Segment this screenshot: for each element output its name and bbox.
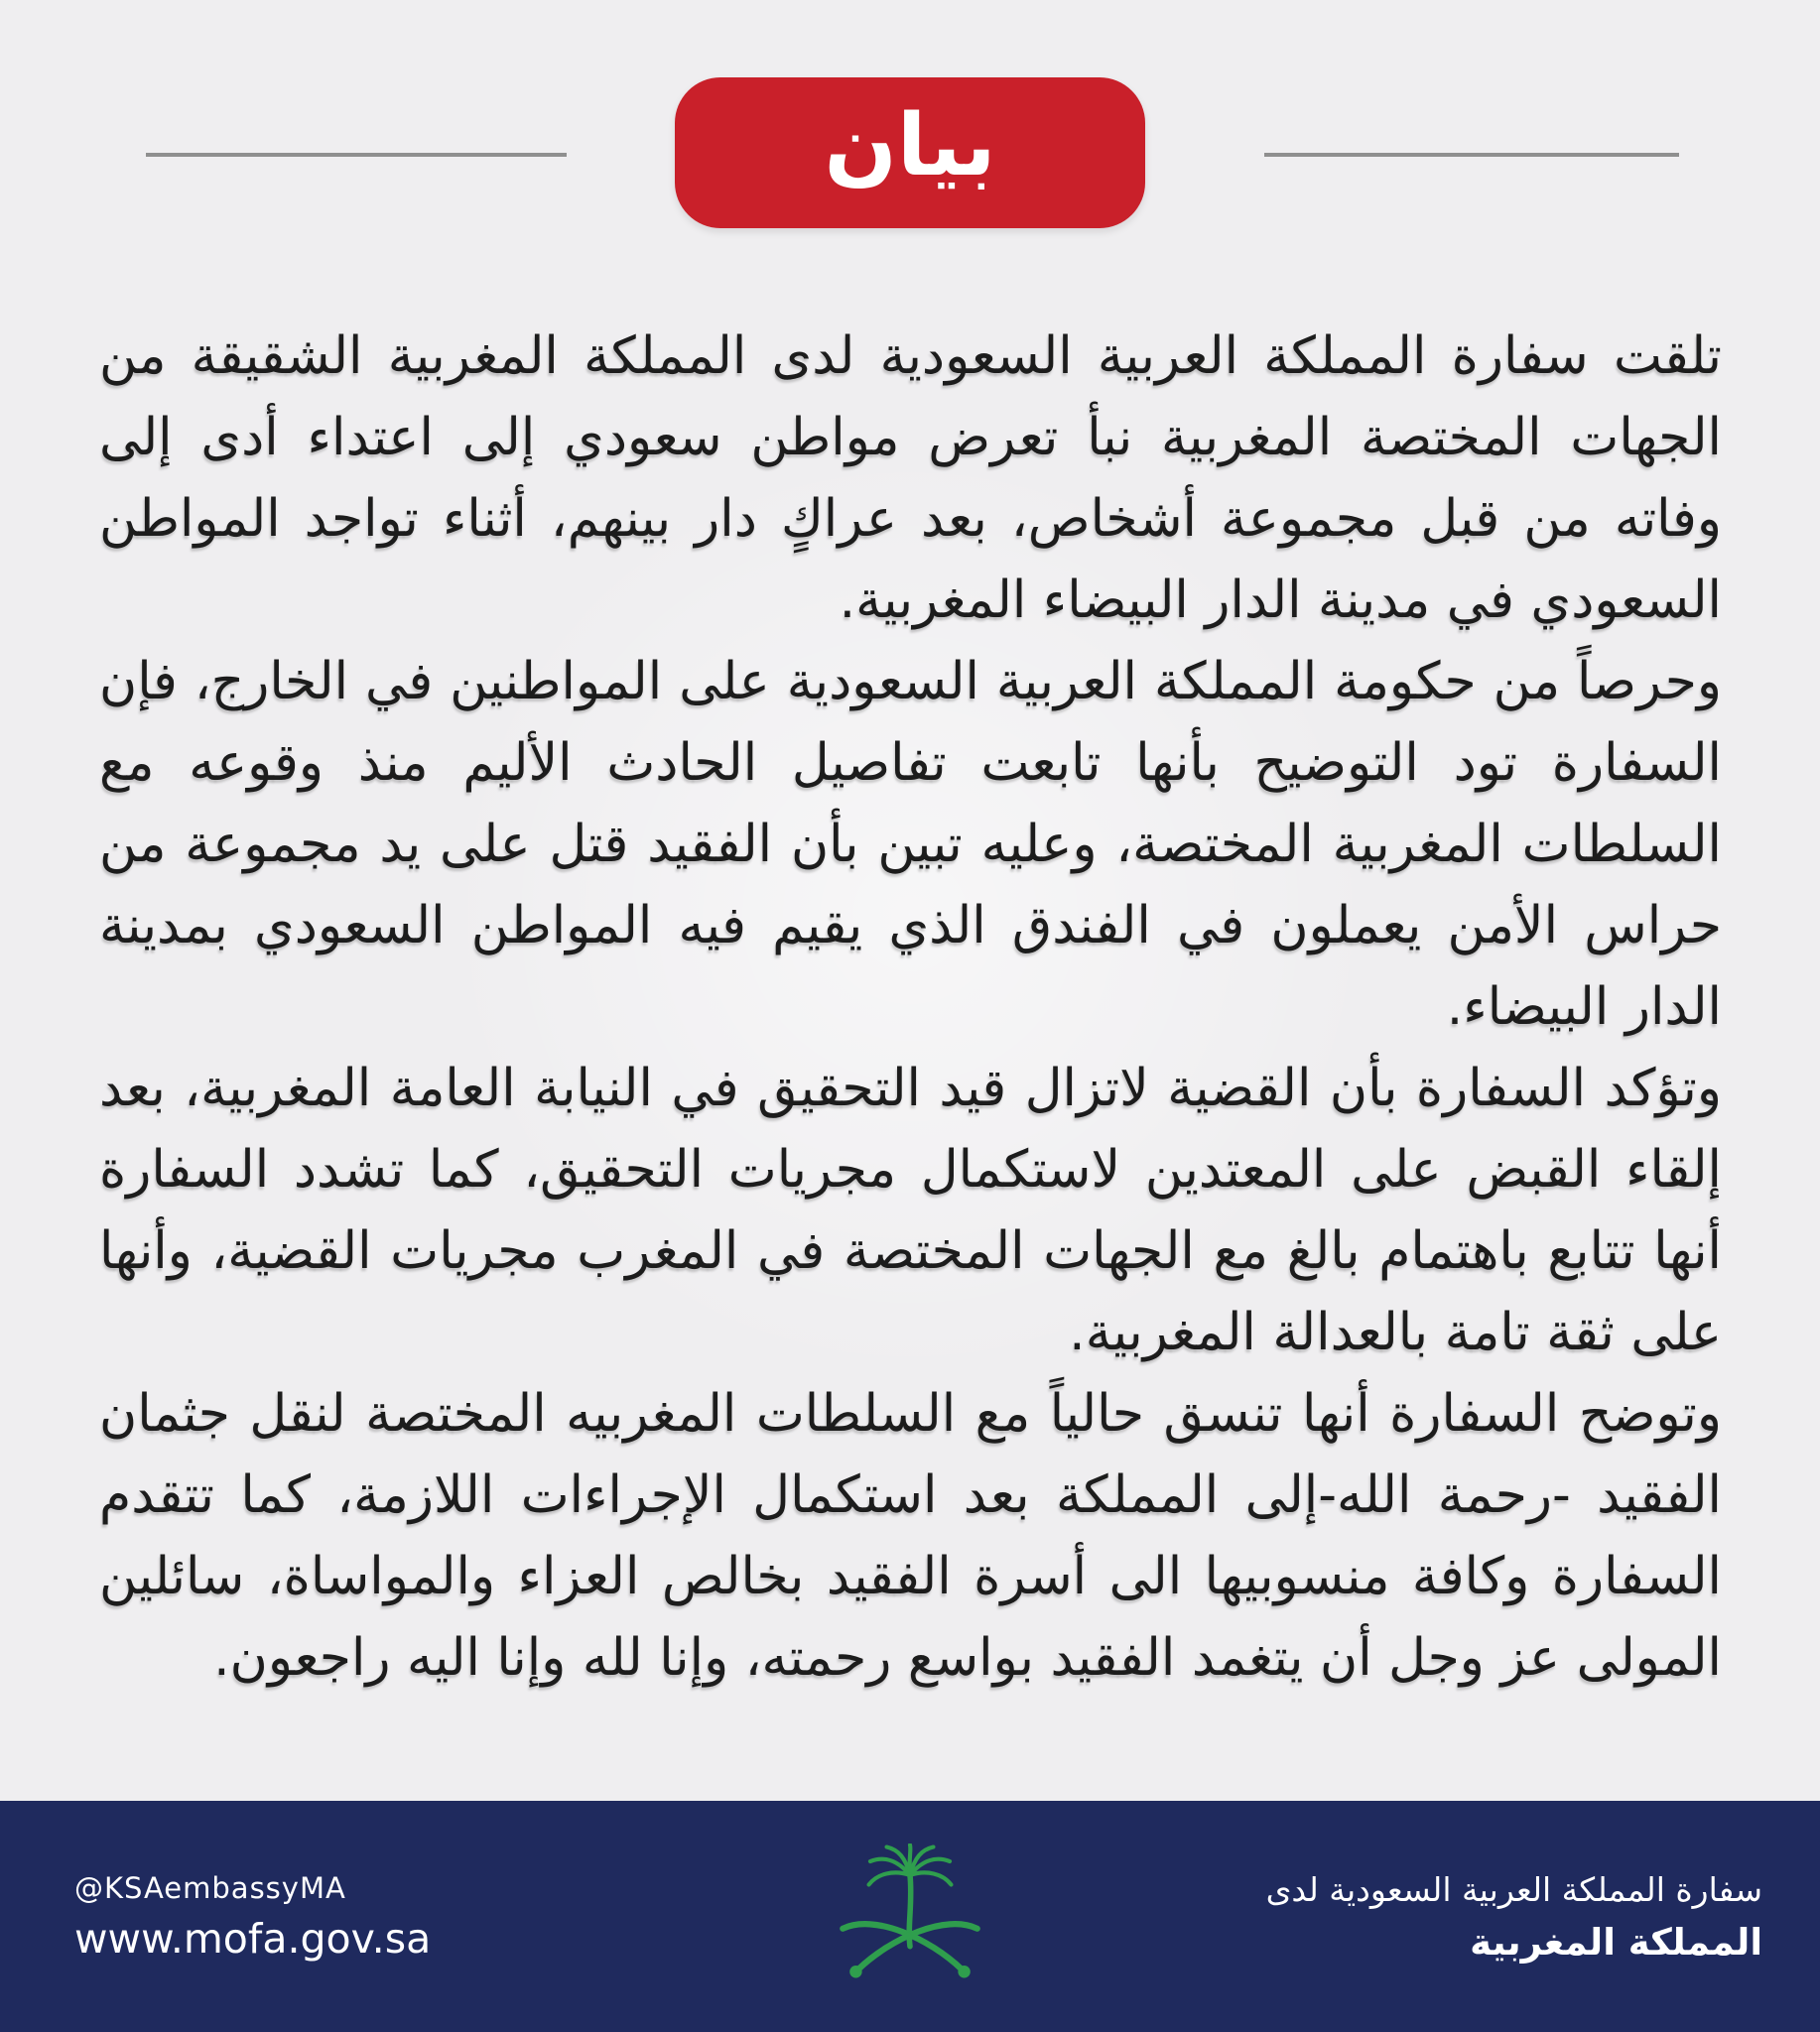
social-handle: @KSAembassyMA (74, 1870, 346, 1905)
header (0, 0, 1820, 258)
footer-contact-block (74, 1871, 431, 1963)
divider-line-right (1264, 153, 1679, 157)
website-url: www.mofa.gov.sa (74, 1914, 432, 1963)
footer-bar (0, 1801, 1820, 2032)
statement-paragraph: وتوضح السفارة أنها تنسق حالياً مع السلطات المغربيه المختصة لنقل جثمان الفقيد -رحمة الله-إلى المملكة بعد استكمال الإجراءات اللازمة، كما تتقدم السفارة وكافة منسوبيها الى أسرة الفقيد بخالص العزاء والمواساة، سائلين المولى عز وجل أن يتغمد الفقيد بواسع رحمته، وإنا لله وإنا اليه راجعون. (99, 1384, 1722, 1688)
embassy-name-line2: المملكة المغربية (1470, 1920, 1762, 1964)
statement-paragraph: تلقت سفارة المملكة العربية السعودية لدى المملكة المغربية الشقيقة من الجهات المختصة المغربية نبأ تعرض مواطن سعودي إلى اعتداء أدى إلى وفاته من قبل مجموعة أشخاص، بعد عراكٍ دار بينهم، أثناء تواجد المواطن السعودي في مدينة الدار البيضاء المغربية. (99, 326, 1722, 630)
statement-body (99, 258, 1722, 1799)
embassy-name-block (1266, 1870, 1762, 1964)
saudi-emblem-icon (835, 1843, 985, 1990)
statement-badge-label: بيان (824, 96, 996, 195)
statement-paragraph: وحرصاً من حكومة المملكة العربية السعودية على المواطنين في الخارج، فإن السفارة تود التوضيح بأنها تابعت تفاصيل الحادث الأليم منذ وقوعه مع السلطات المغربية المختصة، وعليه تبين بأن الفقيد قتل على يد مجموعة من حراس الأمن يعملون في الفندق الذي يقيم فيه المواطن السعودي بمدينة الدار البيضاء. (99, 652, 1722, 1037)
statement-paragraph: وتؤكد السفارة بأن القضية لاتزال قيد التحقيق في النيابة العامة المغربية، بعد إلقاء القبض على المعتدين لاستكمال مجريات التحقيق، كما تشدد السفارة أنها تتابع باهتمام بالغ مع الجهات المختصة في المغرب مجريات القضية، وأنها على ثقة تامة بالعدالة المغربية. (99, 1059, 1722, 1362)
statement-badge (675, 77, 1145, 228)
divider-line-left (146, 153, 567, 157)
embassy-name-line1: سفارة المملكة العربية السعودية لدى (1265, 1869, 1762, 1909)
